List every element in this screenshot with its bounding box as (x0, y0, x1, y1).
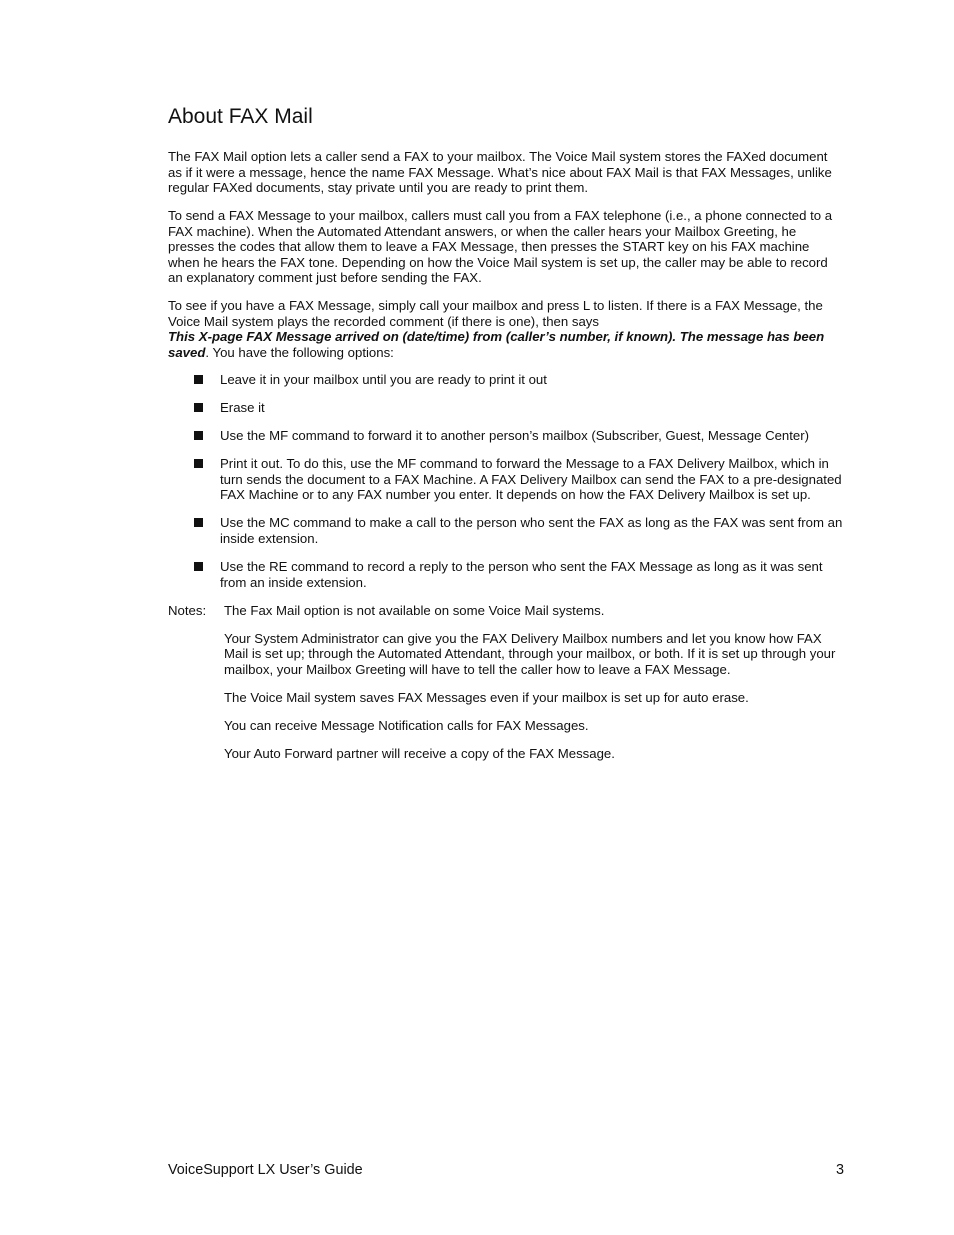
note-item: Your Auto Forward partner will receive a copy of the FAX Message. (224, 745, 615, 761)
list-item (168, 372, 844, 388)
option-text: Use the MF command to forward it to another person’s mailbox (Subscriber, Guest, Message Center) (220, 428, 810, 444)
send-fax-paragraph: To send a FAX Message to your mailbox, callers must call you from a FAX telephone (i.e., a phone connected to a FAX machine). When the Automated Attendant answers, or when the caller hears your Mailbox Greeting, he presses the codes that allow them to leave a FAX Message, then presses the START key on his FAX machine when he hears the FAX tone. Depending on how the Voice Mail system is set up, the caller may be able to record an explanatory comment just before sending the FAX. (168, 207, 833, 286)
listen-intro: To see if you have a FAX Message, simply call your mailbox and press L to listen. If there is a FAX Message, the Voice Mail system plays the recorded comment (if there is one), then says (168, 297, 823, 329)
listen-tail: . You have the following options: (205, 344, 394, 360)
notes-label: Notes: (168, 602, 207, 618)
note-item: The Voice Mail system saves FAX Messages even if your mailbox is set up for auto erase. (224, 689, 749, 705)
note-item: Your System Administrator can give you the FAX Delivery Mailbox numbers and let you know how FAX Mail is set up; through the Automated Attendant, through your mailbox, or both. If it is set up through your mailbox, your Mailbox Greeting will have to tell the caller how to leave a FAX Message. (224, 630, 836, 677)
option-text: Print it out. To do this, use the MF command to forward the Message to a FAX Delivery Mailbox, which in turn sends the document to a FAX Machine. A FAX Delivery Mailbox can send the FAX to a pre-designated FAX Machine or to any FAX number you enter. It depends on how the FAX Delivery Mailbox is set up. (220, 456, 842, 503)
page-number: 3 (835, 1162, 844, 1178)
document-page (168, 104, 844, 774)
footer-title: VoiceSupport LX User’s Guide (168, 1162, 363, 1178)
square-bullet-icon (194, 518, 203, 527)
option-text: Erase it (220, 400, 265, 416)
intro-paragraph: The FAX Mail option lets a caller send a FAX to your mailbox. The Voice Mail system stores the FAXed document as if it were a message, hence the name FAX Message. What’s nice about FAX Mail is that FAX Messages, unlike regular FAXed documents, stay private until you are ready to print them. (168, 149, 832, 196)
listen-paragraph (168, 298, 844, 360)
square-bullet-icon (194, 375, 203, 384)
list-item (168, 515, 844, 546)
notes-body (224, 603, 844, 774)
square-bullet-icon (194, 459, 203, 468)
options-list (168, 372, 844, 590)
option-text: Use the MC command to make a call to the person who sent the FAX as long as the FAX was sent from an inside extension. (220, 515, 843, 547)
note-item: The Fax Mail option is not available on some Voice Mail systems. (224, 602, 605, 618)
option-text: Use the RE command to record a reply to the person who sent the FAX Message as long as it was sent from an inside extension. (220, 559, 823, 590)
page-footer (168, 1162, 844, 1179)
list-item (168, 559, 844, 590)
list-item (168, 400, 844, 416)
list-item (168, 428, 844, 444)
list-item (168, 456, 844, 503)
page-title: About FAX Mail (168, 105, 313, 128)
option-text: Leave it in your mailbox until you are ready to print it out (220, 372, 547, 388)
note-item: You can receive Message Notification calls for FAX Messages. (224, 717, 589, 733)
fax-announcement: This X-page FAX Message arrived on (date/time) from (caller’s number, if known). The message has been saved (168, 329, 825, 360)
square-bullet-icon (194, 431, 203, 440)
square-bullet-icon (194, 562, 203, 571)
notes-section (168, 603, 844, 774)
square-bullet-icon (194, 403, 203, 412)
